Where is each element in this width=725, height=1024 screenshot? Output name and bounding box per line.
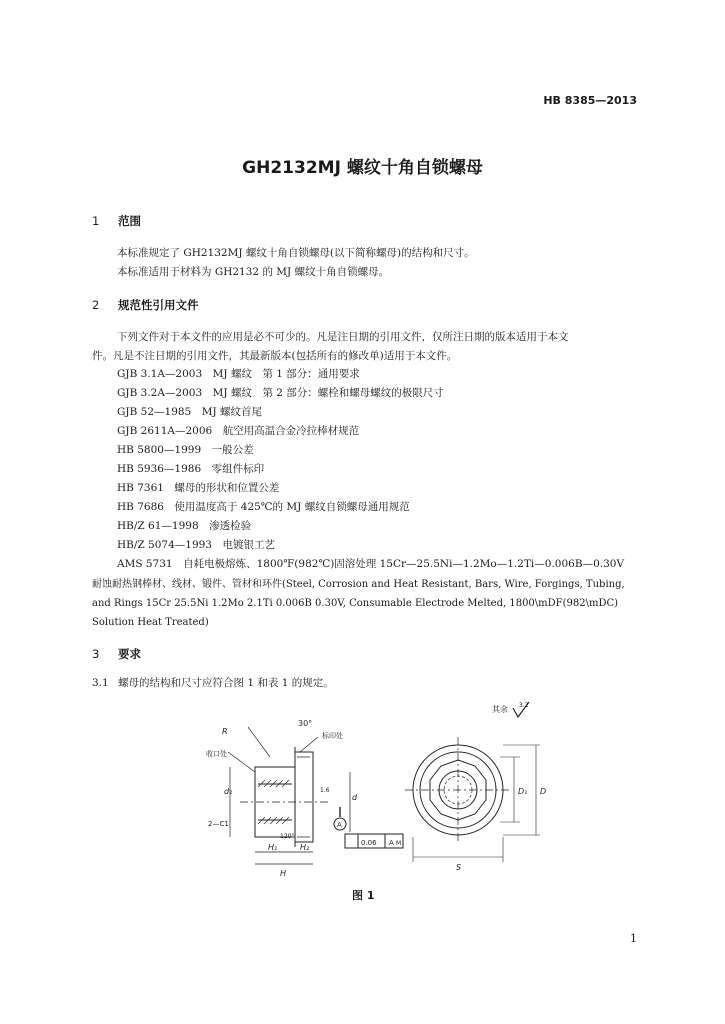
label-h1: H₁ bbox=[268, 843, 278, 852]
roughness-value: 3.2 bbox=[518, 702, 529, 709]
reference-item: HB 7361 螺母的形状和位置公差 bbox=[117, 482, 280, 494]
reference-item: GJB 2611A—2006 航空用高温合金冷拉棒材规范 bbox=[117, 425, 360, 437]
page-number: 1 bbox=[630, 932, 637, 945]
reference-item: HB/Z 61—1998 渗透检验 bbox=[117, 520, 252, 532]
reference-item: HB/Z 5074—1993 电镀银工艺 bbox=[117, 539, 275, 551]
label-d: d bbox=[352, 793, 358, 802]
flange-outline bbox=[295, 752, 313, 842]
label-tolerance-datum: A bbox=[389, 839, 394, 847]
section-1-para-1: 本标准规定了 GH2132MJ 螺纹十角自锁螺母(以下简称螺母)的结构和尺寸。 bbox=[117, 247, 475, 259]
label-d1: d₁ bbox=[224, 787, 233, 796]
label-angle-120: 120° bbox=[280, 833, 295, 840]
figure-1-drawing bbox=[200, 712, 640, 882]
section-number: 1 bbox=[92, 214, 100, 228]
reference-item: HB 5936—1986 零组件标印 bbox=[117, 463, 265, 475]
label-closing: 收口处 bbox=[206, 750, 227, 758]
label-tolerance: 0.06 bbox=[361, 839, 377, 847]
section-3-heading bbox=[92, 646, 141, 662]
section-number: 2 bbox=[92, 298, 100, 312]
subsection-text: 螺母的结构和尺寸应符合图 1 和表 1 的规定。 bbox=[118, 677, 334, 689]
section-1-heading bbox=[92, 213, 141, 229]
label-d-front: D bbox=[540, 787, 547, 796]
ams-reference-line-2: 耐蚀耐热钢棒材、线材、锻件、管材和环件(Steel, Corrosion and Heat Resistant, Bars, Wire, Forgings, Tubing, bbox=[92, 579, 625, 590]
label-h: H bbox=[280, 869, 287, 878]
label-datum-a: A bbox=[337, 821, 342, 829]
reference-item: HB 7686 使用温度高于 425℃的 MJ 螺纹自锁螺母通用规范 bbox=[117, 501, 410, 513]
label-chamfer: 2—C1 bbox=[208, 820, 229, 828]
reference-item: HB 5800—1999 一般公差 bbox=[117, 444, 254, 456]
section-2-intro-1: 下列文件对于本文件的应用是必不可少的。凡是注日期的引用文件，仅所注日期的版本适用于本文 bbox=[117, 331, 569, 343]
label-d1-front: D₁ bbox=[518, 787, 528, 796]
label-marking: 标印处 bbox=[322, 732, 343, 740]
section-number: 3 bbox=[92, 647, 100, 661]
reference-item: GJB 3.1A—2003 MJ 螺纹 第 1 部分：通用要求 bbox=[117, 368, 360, 380]
figure-caption: 图 1 bbox=[352, 889, 375, 902]
label-roughness-1-6: 1.6 bbox=[320, 787, 330, 794]
label-modifier: M bbox=[396, 840, 402, 847]
reference-item: GJB 52—1985 MJ 螺纹首尾 bbox=[117, 406, 263, 418]
section-2-intro-2: 件。凡是不注日期的引用文件，其最新版本(包括所有的修改单)适用于本文件。 bbox=[92, 350, 458, 362]
reference-item: GJB 3.2A—2003 MJ 螺纹 第 2 部分：螺栓和螺母螺纹的极限尺寸 bbox=[117, 387, 444, 399]
roughness-note-label: 其余 bbox=[492, 705, 508, 714]
label-angle-30: 30° bbox=[298, 719, 313, 728]
label-h2: H₂ bbox=[300, 843, 310, 852]
ams-reference-line-3: and Rings 15Cr 25.5Ni 1.2Mo 2.1Ti 0.006B 0.30V, Consumable Electrode Melted, 1800\mDF(982\mDC) bbox=[92, 598, 619, 609]
ams-reference-line-4: Solution Heat Treated) bbox=[92, 617, 209, 628]
ams-reference-line-1: AMS 5731 自耗电极熔炼、1800℉(982℃)固溶处理 15Cr—25.5Ni—1.2Mo—1.2Ti—0.006B—0.30V bbox=[117, 558, 625, 570]
section-2-heading bbox=[92, 297, 199, 313]
label-r: R bbox=[222, 727, 228, 736]
subsection-number: 3.1 bbox=[92, 677, 109, 689]
section-1-para-2: 本标准适用于材料为 GH2132 的 MJ 螺纹十角自锁螺母。 bbox=[117, 266, 390, 278]
page-title: GH2132MJ 螺纹十角自锁螺母 bbox=[242, 158, 483, 178]
section-title: 范围 bbox=[118, 214, 141, 228]
standard-code: HB 8385—2013 bbox=[543, 94, 637, 107]
section-title: 要求 bbox=[118, 647, 141, 661]
label-s: S bbox=[456, 863, 462, 872]
section-title: 规范性引用文件 bbox=[118, 298, 199, 312]
section-3-1 bbox=[92, 674, 334, 693]
